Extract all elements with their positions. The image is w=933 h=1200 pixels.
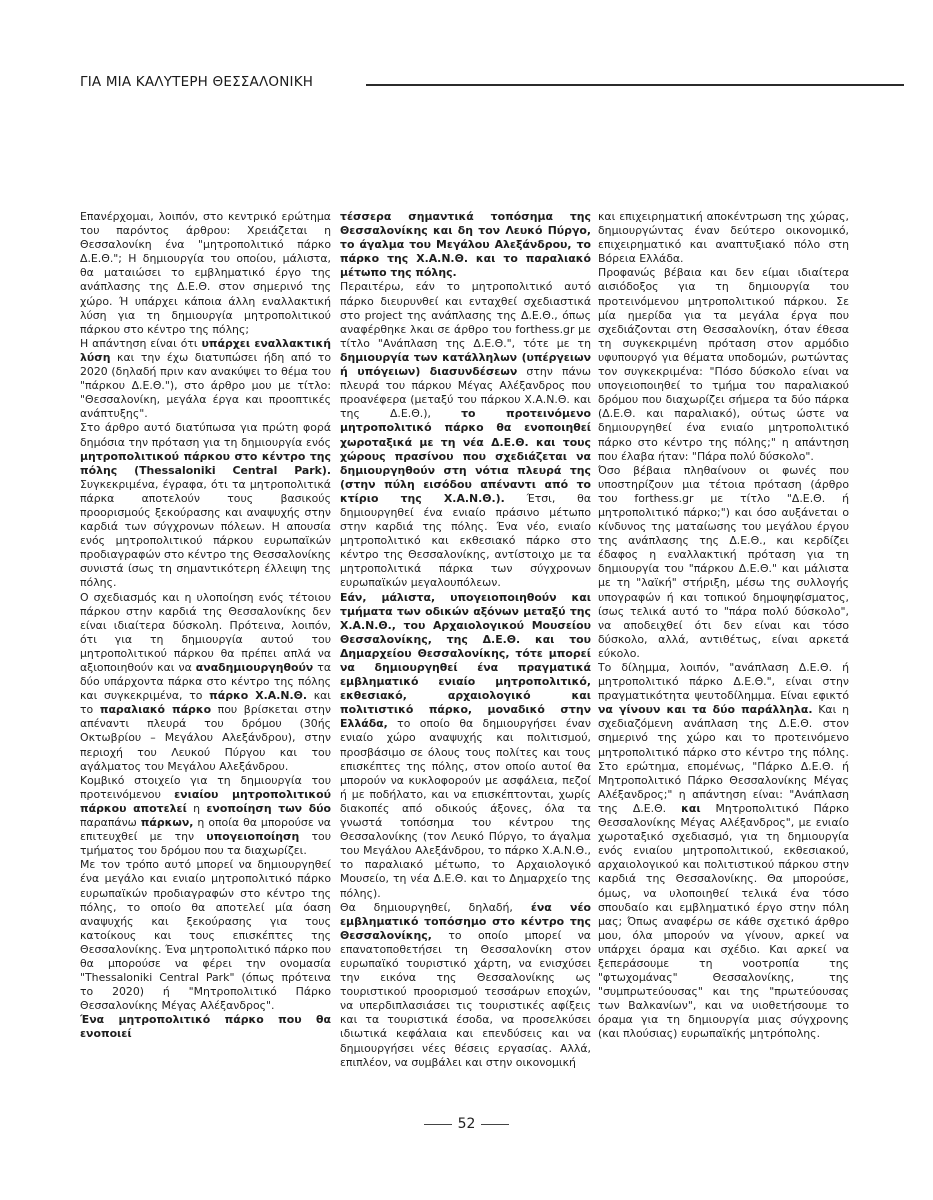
text-run: Κομβικό στοιχείο για τη δημιουργία του προτεινόμενου <box>80 773 331 801</box>
text-run: Με τον τρόπο αυτό μπορεί να δημιουργηθεί ένα μεγάλο και ενιαίο μητροπολιτικό πάρκο ευρωπαϊκών προδιαγραφών στο κέντρο της πόλης, το οποίο θα αποτελεί μία όαση αναψυχής και ξεκούρασης για τους κατοίκους και τους επισκέπτες της Θεσσαλονίκης. Ένα μητροπολιτικό πάρκο που θα μπορούσε να φέρει την ονομασία "Thessaloniki Central Park" (όπως πρότεινα το 2020) ή "Μητροπολιτικό Πάρκο Θεσσαλονίκης Μέγας Αλέξανδρος". <box>80 858 331 1013</box>
running-header: ΓΙΑ ΜΙΑ ΚΑΛΥΤΕΡΗ ΘΕΣΣΑΛΟΝΙΚΗ <box>80 74 314 90</box>
text-run: Μητροπολιτικό Πάρκο Θεσσαλονίκης Μέγας Αλέξανδρος", με ενιαίο χωροταξικό σχεδιασμό, για τη δημιουργία ενός ενιαίου μητροπολιτικού, εκθεσιακού, αρχαιολογικού και πολιτιστικού πάρκου στην καρδιά της Θεσσαλονίκης. Θα μπορούσε, όμως, να υλοποιηθεί τελικά ένα τόσο σπουδαίο και εμβληματικό έργο στην πόλη μας; Όπως αναφέρω σε κάθε σχετικό άρθρο μου, όλα μπορούν να γίνουν, αρκεί να υπάρχει όραμα και σχέδιο. Και αρκεί να ξεπεράσουμε τη νοοτροπία της "φτωχομάνας" Θεσσαλονίκης, της "συμπρωτεύουσας" και της "πρωτεύουσας των Βαλκανίων", και να υιοθετήσουμε το όραμα για τη δημιουργία μιας σύγχρονης (και πλούσιας) ευρωπαϊκής μητρόπολης. <box>598 801 849 1041</box>
paragraph <box>80 210 331 337</box>
text-run: και την έχω διατυπώσει ήδη από το 2020 (δηλαδή πριν καν ανακύψει το θέμα του "πάρκου Δ.Ε.Θ."), στο άρθρο μου με τίτλο: "Θεσσαλονίκη, μεγάλα έργα και προοπτικές ανάπτυξης". <box>80 350 331 421</box>
text-run: Και η σχεδιαζόμενη ανάπλαση της Δ.Ε.Θ. στον σημερινό της χώρο και το προτεινόμενο μητροπολιτικό πάρκο στο κέντρο της πόλης. Στο ερώτημα, επομένως, "Πάρκο Δ.Ε.Θ. ή Μητροπολιτικό Πάρκο Θεσσαλονίκης Μέγας Αλέξανδρος;" η απάντηση είναι: "Ανάπλαση της Δ.Ε.Θ. <box>598 703 849 815</box>
paragraph <box>598 464 849 661</box>
bold-text-run: ένα νέο εμβληματικό τοπόσημο στο κέντρο της Θεσσαλονίκης, <box>340 900 591 942</box>
text-run: το οποίο θα δημιουργήσει έναν ενιαίο χώρο αναψυχής και πολιτισμού, προσβάσιμο σε όλους τους πολίτες και τους επισκέπτες της πόλης, στον οποίο αυτοί θα μπορούν να κυκλοφορούν με ασφάλεια, πεζοί ή με ποδήλατο, και να επισκέπτονται, χωρίς διακοπές από οδικούς άξονες, όλα τα γνωστά τοπόσημα του κέντρου της Θεσσαλονίκης (τον Λευκό Πύργο, το άγαλμα του Μεγάλου Αλεξάνδρου, το πάρκο Χ.Α.Ν.Θ., το παραλιακό μέτωπο, το Αρχαιολογικό Μουσείο, τη νέα Δ.Ε.Θ. και το Δημαρχείο της πόλης). <box>340 717 591 900</box>
text-run: Συγκεκριμένα, έγραφα, ότι τα μητροπολιτικά πάρκα αποτελούν τους βασικούς προορισμούς ξεκούρασης και αναψυχής στην καρδιά των σύγχρονων πόλεων. Η απουσία ενός μητροπολιτικού πάρκου ευρωπαϊκών προδιαγραφών στο κέντρο της Θεσσαλονίκης συνιστά ίσως τη σημαντικότερη έλλειψη της πόλης. <box>80 477 331 590</box>
footer-dash-right <box>481 1124 509 1125</box>
bold-text-run: μητροπολιτικού πάρκου στο κέντρο της πόλης (Thessaloniki Central Park). <box>80 449 331 477</box>
text-run: Έτσι, θα δημιουργηθεί ένα ενιαίο πράσινο μέτωπο στην καρδιά της πόλης. Ένα νέο, ενιαίο μητροπολιτικό και εκθεσιακό πάρκο στο κέντρο της Θεσσαλονίκης, αντίστοιχο με τα μητροπολιτικά πάρκα των σύγχρονων ευρωπαϊκών μεγαλουπόλεων. <box>340 491 591 590</box>
bold-text-run: και <box>681 801 701 815</box>
bold-text-run: πάρκο Χ.Α.Ν.Θ. <box>209 689 308 703</box>
paragraph <box>340 280 591 590</box>
text-run: και επιχειρηματική αποκέντρωση της χώρας, δημιουργώντας έναν δεύτερο οικονομικό, επιχειρηματικό και αναπτυξιακό πόλο στη Βόρεια Ελλάδα. <box>598 210 849 266</box>
text-run: Προφανώς βέβαια και δεν είμαι ιδιαίτερα αισιόδοξος για τη δημιουργία του προτεινόμενου μητροπολιτικού πάρκου. Σε μία ημερίδα για τα μεγάλα έργα που σχεδιάζονται στη Θεσσαλονίκη, όταν έθεσα τη συγκεκριμένη πρόταση στον αρμόδιο υφυπουργό για θέματα υποδομών, ρωτώντας τον συγκεκριμένα: "Πόσο δύσκολο είναι να υπογειοποιηθεί το τμήμα του παραλιακού δρόμου που διαχωρίζει σήμερα τα δύο πάρκα (Δ.Ε.Θ. και παραλιακό), ούτως ώστε να δημιουργηθεί ένα ενιαίο μητροπολιτικό πάρκο στο κέντρο της πόλης;" η απάντηση που έλαβα ήταν: "Πάρα πολύ δύσκολο". <box>598 266 849 463</box>
text-column-3 <box>598 210 849 1115</box>
bold-text-run: παραλιακό πάρκο <box>99 703 212 717</box>
bold-text-run: αναδημιουργηθούν <box>195 661 314 674</box>
text-run: και το <box>80 689 331 717</box>
paragraph <box>80 774 331 859</box>
paragraph <box>80 858 331 1013</box>
bold-text-run: ενοποίηση των δύο <box>206 801 331 815</box>
text-run: η <box>186 801 207 815</box>
bold-text-run: τέσσερα σημαντικά τοπόσημα της Θεσσαλονίκης και δη τον Λευκό Πύργο, το άγαλμα του Μεγάλου Αλεξάνδρου, το πάρκο της Χ.Α.Ν.Θ. και το παραλιακό μέτωπο της πόλης. <box>340 210 591 280</box>
bold-text-run: Εάν, μάλιστα, υπογειοποιηθούν και τμήματα των οδικών αξόνων μεταξύ της Χ.Α.Ν.Θ., του Αρχαιολογικού Μουσείου Θεσσαλονίκης, της Δ.Ε.Θ. και του Δημαρχείου Θεσσαλονίκης, τότε μπορεί να δημιουργηθεί ένα πραγματικά εμβληματικό ενιαίο μητροπολιτικό, εκθεσιακό, αρχαιολογικό και πολιτιστικό πάρκο, μοναδικό στην Ελλάδα, <box>340 590 591 731</box>
paragraph <box>80 591 331 774</box>
text-run: Η απάντηση είναι ότι <box>80 336 202 350</box>
text-run: Όσο βέβαια πληθαίνουν οι φωνές που υποστηρίζουν μια τέτοια πρόταση (άρθρο του forthess.gr με τίτλο "Δ.Ε.Θ. ή μητροπολιτικό πάρκο;") και όσο αυξάνεται ο κίνδυνος της ματαίωσης του μεγάλου έργου της ανάπλασης της Δ.Ε.Θ., και κερδίζει έδαφος η εναλλακτική πρόταση για τη δημιουργία του "πάρκου Δ.Ε.Θ." και μάλιστα με τη "λαϊκή" στήριξη, μέσω της συλλογής υπογραφών ή και τοπικού δημοψηφίσματος, ίσως τελικά αυτό το "πάρα πολύ δύσκολο", να αποδειχθεί ότι δεν είναι και τόσο δύσκολο, αλλά, αντιθέτως, είναι αρκετά εύκολο. <box>598 463 849 660</box>
bold-text-run: το προτεινόμενο μητροπολιτικό πάρκο θα ενοποιηθεί χωροταξικά με τη νέα Δ.Ε.Θ. και τους χώρους πρασίνου που σχεδιάζεται να δημιουργηθούν στη νότια πλευρά της (στην πύλη εισόδου απέναντι από το κτίριο της Χ.Α.Ν.Θ.). <box>340 407 591 505</box>
text-run: το οποίο μπορεί να επανατοποθετήσει τη Θεσσαλονίκη στον ευρωπαϊκό τουριστικό χάρτη, να ενισχύσει την εικόνα της Θεσσαλονίκης ως τουριστικού προορισμού τεσσάρων εποχών, να υπερδιπλασιάσει τις τουριστικές αφίξεις και τα τουριστικά έσοδα, να προσελκύσει ιδιωτικά κεφάλαια και επενδύσεις και να δημιουργήσει νέες θέσεις εργασίας. Αλλά, επιπλέον, να συμβάλει και στην οικονομική <box>340 928 591 1069</box>
paragraph <box>598 661 849 1042</box>
bold-text-run: να γίνουν και τα δύο παράλληλα. <box>598 703 813 717</box>
bold-text-run: υπάρχει εναλλακτική λύση <box>80 336 331 364</box>
page-number: 52 <box>457 1116 476 1132</box>
paragraph <box>80 337 331 422</box>
bold-text-run: πάρκων, <box>140 816 194 830</box>
paragraph <box>80 421 331 590</box>
bold-text-run: δημιουργία των κατάλληλων (υπέργειων ή υπόγειων) διασυνδέσεων <box>340 350 591 379</box>
text-run: Επανέρχομαι, λοιπόν, στο κεντρικό ερώτημα του παρόντος άρθρου: Χρειάζεται η Θεσσαλονίκη ένα "μητροπολιτικό πάρκο Δ.Ε.Θ."; Η δημιουργία του οποίου, μάλιστα, θα ματαιώσει το εμβληματικό έργο της ανάπλασης της Δ.Ε.Θ. στον σημερινό της χώρο. Ή υπάρχει κάποια άλλη εναλλακτική λύση για τη δημιουργία μητροπολιτικού πάρκου στο κέντρο της πόλης; <box>80 210 331 336</box>
text-run: Το δίλημμα, λοιπόν, "ανάπλαση Δ.Ε.Θ. ή μητροπολιτικό πάρκο Δ.Ε.Θ.", είναι στην πραγματικότητα ψευτοδίλημμα. Είναι εφικτό <box>598 661 849 703</box>
paragraph <box>340 901 591 1070</box>
footer-dash-left <box>424 1124 452 1125</box>
text-run: του τμήματος του δρόμου που τα διαχωρίζει. <box>80 830 331 858</box>
text-column-1 <box>80 210 331 1115</box>
bold-text-run: Ένα μητροπολιτικό πάρκο που θα ενοποιεί <box>80 1013 331 1041</box>
paragraph <box>598 210 849 266</box>
text-run: Θα δημιουργηθεί, δηλαδή, <box>340 900 531 914</box>
text-run: παραπάνω <box>80 816 141 830</box>
paragraph <box>598 266 849 463</box>
text-run: στην πάνω πλευρά του πάρκου Μέγας Αλέξανδρος που προανέφερα (μεταξύ του πάρκου Χ.Α.Ν.Θ. και της Δ.Ε.Θ.), <box>340 365 591 421</box>
text-run: που βρίσκεται στην απέναντι πλευρά του δρόμου (30ής Οκτωβρίου – Μεγάλου Αλεξάνδρου), στην περιοχή του Λευκού Πύργου και του αγάλματος του Μεγάλου Αλεξάνδρου. <box>80 703 331 773</box>
header-rule <box>366 84 904 86</box>
text-column-2 <box>340 210 591 1115</box>
page-number-footer <box>0 1116 933 1132</box>
text-run: Ο σχεδιασμός και η υλοποίηση ενός τέτοιου πάρκου στην καρδιά της Θεσσαλονίκης δεν είναι ιδιαίτερα δύσκολη. Πρότεινα, λοιπόν, ότι για τη δημιουργία αυτού του μητροπολιτικού πάρκου θα πρέπει απλά να αξιοποιηθούν και να <box>80 590 331 674</box>
paragraph <box>340 210 591 280</box>
paragraph <box>80 1013 331 1041</box>
text-run: Στο άρθρο αυτό διατύπωσα για πρώτη φορά δημόσια την πρόταση για τη δημιουργία ενός <box>80 421 331 449</box>
text-run: η οποία θα μπορούσε να επιτευχθεί με την <box>80 816 331 844</box>
bold-text-run: ενιαίου μητροπολιτικού πάρκου αποτελεί <box>80 787 331 815</box>
text-run: Περαιτέρω, εάν το μητροπολιτικό αυτό πάρκο διευρυνθεί και ενταχθεί σχεδιαστικά στο project της ανάπλασης της Δ.Ε.Θ., όπως αναφέρθηκε λκαι σε άρθρο του forthess.gr με τίτλο "Ανάπλαση της Δ.Ε.Θ.", τότε με τη <box>340 280 591 350</box>
paragraph <box>340 591 591 901</box>
text-run: τα δύο υπάρχοντα πάρκα στο κέντρο της πόλης και συγκεκριμένα, το <box>80 661 331 703</box>
bold-text-run: υπογειοποίηση <box>206 830 300 844</box>
